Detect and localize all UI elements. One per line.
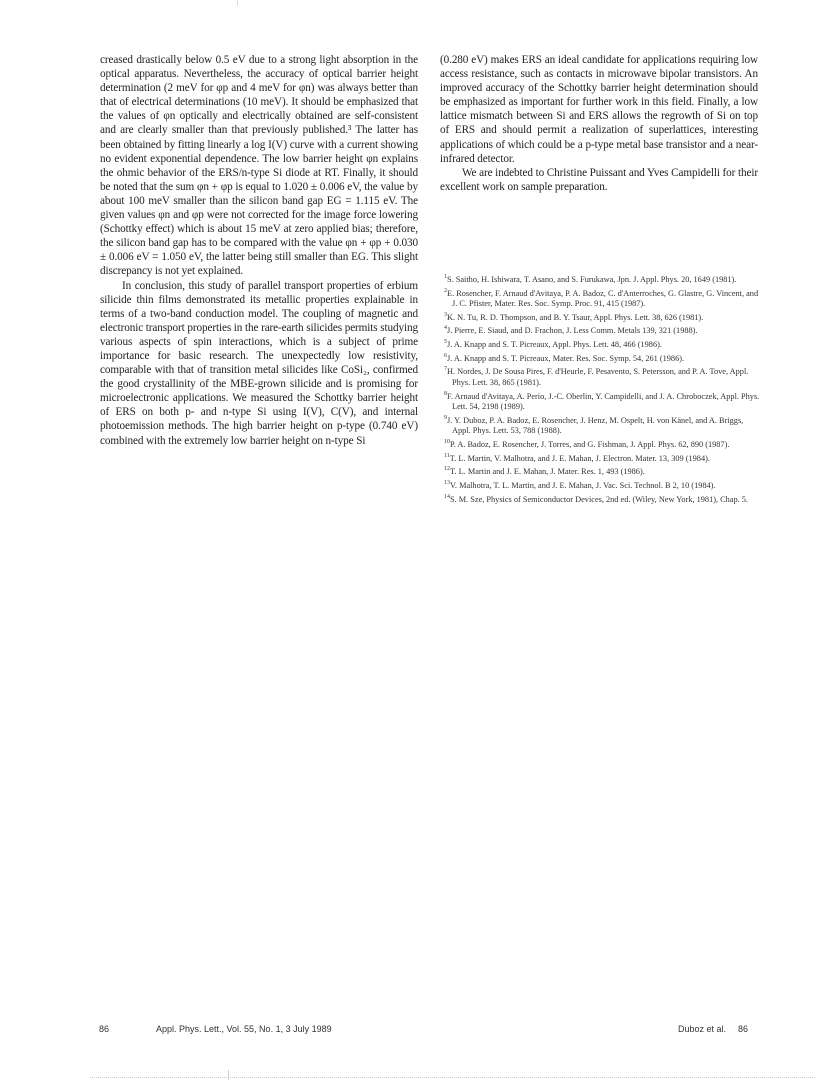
scan-edge-line: [90, 1077, 815, 1078]
reference-item: $^7$H. Nordes, J. De Sousa Pires, F. d'Heurle, F. Pesavento, S. Petersson, and P. A. Tove, Appl. Phys. Lett. 38, 865 (1981).: [444, 366, 749, 387]
reference-item: $^{11}$T. L. Martin, V. Malhotra, and J. E. Mahan, J. Electron. Mater. 13, 309 (1984).: [444, 452, 710, 463]
reference-item: $^5$J. A. Knapp and S. T. Picreaux, Appl. Phys. Lett. 48, 466 (1986).: [444, 339, 662, 349]
conclusion-paragraph: In conclusion, this study of parallel transport properties of erbium silicide thin films demonstrated its metallic properties explainable in terms of a two-band conduction model. The coupling of magnetic and electronic transport properties in the rare-earth silicides permits studying various aspects of spin interactions, which is a subject of prime importance for basic research. The unexpectedly low resistivity, comparable with that of transition metal silicides like CoSi₂, confirmed the good crystallinity of the MBE-grown silicide and is promising for microelectronic applications. We measured the Schottky barrier height of ERS on both p- and n-type Si using I(V), C(V), and internal photoemission methods. The high barrier height on p-type (0.740 eV) combined with the extremely low barrier height on n-type Si: [100, 279, 418, 447]
acknowledgment-paragraph: We are indebted to Christine Puissant and Yves Campidelli for their excellent work on sample preparation.: [440, 166, 758, 193]
reference-item: $^{14}$S. M. Sze, Physics of Semiconductor Devices, 2nd ed. (Wiley, New York, 1981), Chap. 5.: [444, 493, 749, 504]
page-footer: [0, 1024, 815, 1038]
page-number-left: 86: [99, 1024, 110, 1034]
reference-item: $^3$K. N. Tu, R. D. Thompson, and B. Y. Tsaur, Appl. Phys. Lett. 38, 626 (1981).: [444, 311, 704, 322]
page-number-right: 86: [738, 1024, 749, 1034]
right-column: [440, 53, 758, 194]
running-author: Duboz et al.: [678, 1024, 727, 1034]
left-column: [100, 53, 418, 448]
reference-item: $^{10}$P. A. Badoz, E. Rosencher, J. Torres, and G. Fishman, J. Appl. Phys. 62, 890 (1987).: [444, 439, 730, 450]
references-list: [444, 272, 760, 505]
scan-mark: [237, 0, 238, 6]
scan-mark-bottom: [228, 1070, 229, 1080]
reference-item: $^1$S. Saitho, H. Ishiwara, T. Asano, and S. Furukawa, Jpn. J. Appl. Phys. 20, 1649 (1981).: [444, 274, 737, 284]
right-paragraph-1: (0.280 eV) makes ERS an ideal candidate for applications requiring low access resistance, such as contacts in microwave bipolar transistors. An improved accuracy of the Schottky barrier height determination should be emphasized as important for further work in this field. Finally, a low lattice mismatch between Si and ERS allows the regrowth of Si on top of ERS and should permit a realization of superlattices, interesting applications of which could be a p-type metal base transistor and a near-infrared detector.: [440, 54, 758, 165]
journal-citation: Appl. Phys. Lett., Vol. 55, No. 1, 3 July 1989: [156, 1024, 332, 1034]
reference-item: $^8$F. Arnaud d'Avitaya, A. Perio, J.-C. Oberlin, Y. Campidelli, and J. A. Chroboczek, Appl. Phys. Lett. 54, 2198 (1989).: [444, 390, 760, 412]
reference-item: $^{12}$T. L. Martin and J. E. Mahan, J. Mater. Res. 1, 493 (1986).: [444, 466, 645, 477]
reference-item: $^6$J. A. Knapp and S. T. Picreaux, Mater. Res. Soc. Symp. 54, 261 (1986).: [444, 352, 685, 363]
reference-item: $^4$J. Pierre, E. Siaud, and D. Frachon, J. Less Comm. Metals 139, 321 (1988).: [444, 325, 698, 336]
reference-item: $^9$J. Y. Duboz, P. A. Badoz, E. Rosencher, J. Henz, M. Ospelt, H. von Känel, and A. Briggs, Appl. Phys. Lett. 53, 788 (1988).: [444, 414, 744, 436]
left-paragraph-1: creased drastically below 0.5 eV due to a strong light absorption in the optical apparatus. Nevertheless, the accuracy of optical barrier height determination (2 meV for φp and 4 meV for φn) was always better than that of electrical determinations (10 meV). It should be emphasized that the values of φn optically and electrically obtained are self-consistent and are clearly smaller than that previously published.³ The latter has been obtained by fitting linearly a log I(V) curve with a current showing no evident exponential dependence. The low barrier height φn explains the ohmic behavior of the ERS/n-type Si diode at RT. Finally, it should be noted that the sum φn + φp is equal to 1.020 ± 0.006 eV, the value by about 100 meV smaller than the silicon band gap EG = 1.115 eV. The given values φn and φp were not corrected for the image force lowering (Schottky effect) which is about 15 meV at zero applied bias; therefore, the silicon band gap has to be compared with the value φn + φp + 0.030 ± 0.006 eV = 1.050 eV, the latter being still smaller than EG. This slight discrepancy is not yet explained.: [100, 54, 418, 278]
reference-item: $^2$E. Rosencher, F. Arnaud d'Avitaya, P. A. Badoz, C. d'Anterroches, G. Glastre, G. Vincent, and J. C. Pfister, Mater. Res. Soc. Symp. Proc. 91, 415 (1987).: [444, 287, 759, 309]
reference-item: $^{13}$V. Malhotra, T. L. Martin, and J. E. Mahan, J. Vac. Sci. Technol. B 2, 10 (1984).: [444, 479, 716, 490]
